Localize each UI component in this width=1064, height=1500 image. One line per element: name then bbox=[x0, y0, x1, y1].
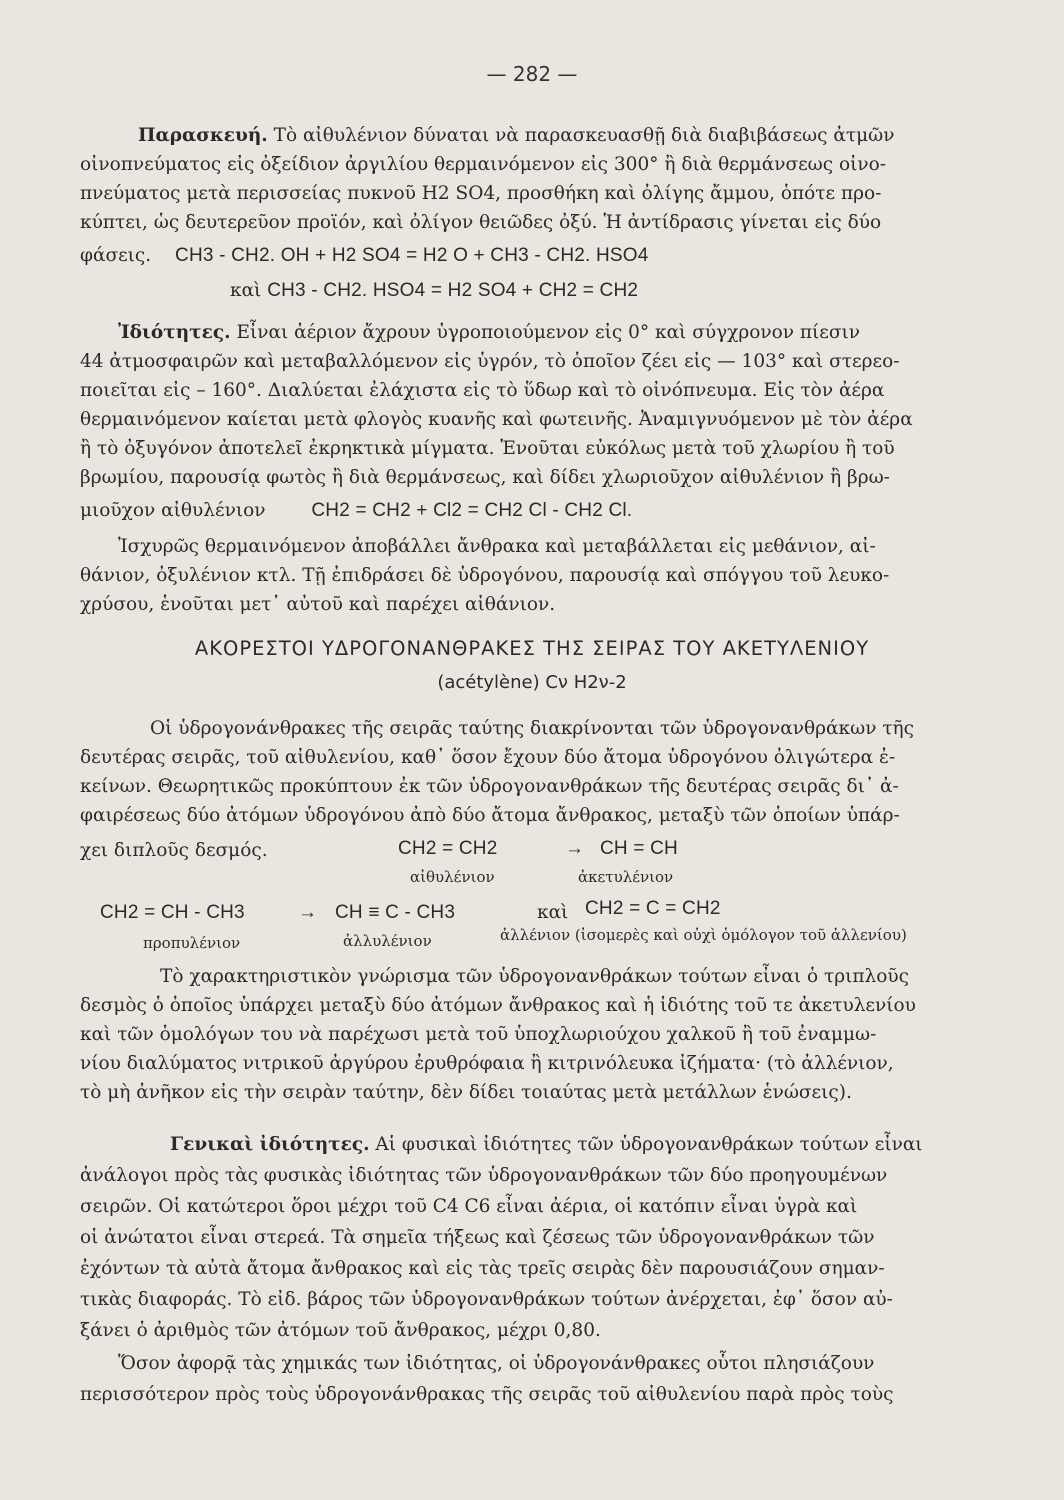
section-heading: ΑΚΟΡΕΣΤΟΙ ΥΔΡΟΓΟΝΑΝΘΡΑΚΕΣ ΤΗΣ ΣΕΙΡΑΣ ΤΟΥ ΑΚΕΤΥΛΕΝΙΟΥ bbox=[194, 637, 870, 660]
general-line-3: σειρῶν. Οἱ κατώτεροι ὅροι μέχρι τοῦ C4 C6 εἶναι ἀέρια, οἱ κατόπιν εἶναι ὑγρὰ καὶ bbox=[80, 1196, 858, 1217]
props-para2-line-3: χρύσου, ἑνοῦται μετ᾽ αὐτοῦ καὶ παρέχει αἰθάνιον. bbox=[80, 594, 556, 615]
props-line-6: βρωμίου, παρουσίᾳ φωτὸς ἢ διὰ θερμάνσεως, καὶ δίδει χλωριοῦχον αἰθυλένιον ἢ βρω- bbox=[80, 467, 890, 488]
prep-line-3: πνεύματος μετὰ περισσείας πυκνοῦ H2 SO4, προσθήκη καὶ ὀλίγης ἄμμου, ὁπότε προ- bbox=[80, 183, 882, 204]
props-line-5: ἢ τὸ ὀξυγόνον ἀποτελεῖ ἐκρηκτικὰ μίγματα. Ἑνοῦται εὐκόλως μετὰ τοῦ χλωρίου ἢ τοῦ bbox=[80, 438, 895, 459]
eq2-allylene: CH ≡ C - CH3 bbox=[335, 902, 456, 923]
general-line-2: ἀνάλογοι πρὸς τὰς φυσικὰς ἰδιότητας τῶν ὑδρογονανθράκων τῶν δύο προηγουμένων bbox=[80, 1165, 888, 1186]
section-line-3: κείνων. Θεωρητικῶς προκύπτουν ἐκ τῶν ὑδρογονανθράκων τῆς δευτέρας σειρᾶς δι᾽ ἀ- bbox=[80, 776, 899, 797]
props-line-3: ποιεῖται εἰς – 160°. Διαλύεται ἐλάχιστα εἰς τὸ ὕδωρ καὶ τὸ οἰνόπνευμα. Εἰς τὸν ἀέρα bbox=[80, 380, 885, 401]
section-subheading: (acétylène) Cν H2ν-2 bbox=[437, 672, 627, 693]
eq2-propylene-name: προπυλένιον bbox=[143, 934, 241, 952]
prep-formula-2: CH3 - CH2. HSO4 = H2 SO4 + CH2 = CH2 bbox=[267, 280, 639, 301]
page-number: — 282 — bbox=[486, 62, 578, 86]
prep-formula-2-line: καὶ CH3 - CH2. HSO4 = H2 SO4 + CH2 = CH2 bbox=[230, 280, 639, 301]
eq1-right: CH = CH bbox=[600, 838, 678, 859]
prep-line-1: Παρασκευή. Τὸ αἰθυλένιον δύναται νὰ παρασκευασθῇ διὰ διαβιβάσεως ἀτμῶν bbox=[138, 125, 895, 146]
section-para2-line-4: νίου διαλύματος νιτρικοῦ ἀργύρου ἐρυθρόφαια ἢ κιτρινόλευκα ἰζήματα· (τὸ ἀλλένιον, bbox=[80, 1053, 894, 1074]
props-label: Ἰδιότητες. bbox=[118, 322, 231, 343]
eq2-allene-name: ἀλλένιον (ἰσομερὲς καὶ οὐχὶ ὁμόλογον τοῦ ἀλλενίου) bbox=[500, 926, 907, 944]
props-para2-line-1: Ἰσχυρῶς θερμαινόμενον ἀποβάλλει ἄνθρακα καὶ μεταβάλλεται εἰς μεθάνιον, αἰ- bbox=[118, 536, 876, 557]
general-line-7: ξάνει ὁ ἀριθμὸς τῶν ἀτόμων τοῦ ἄνθρακος, μέχρι 0,80. bbox=[80, 1320, 601, 1341]
eq1-left-name: αἰθυλένιον bbox=[410, 868, 495, 886]
eq1-arrow: → bbox=[565, 838, 585, 859]
prep-line-4: κύπτει, ὡς δευτερεῦον προϊόν, καὶ ὀλίγον θειῶδες ὀξύ. Ἡ ἀντίδρασις γίνεται εἰς δύο bbox=[80, 212, 882, 233]
general-line-5: ἐχόντων τὰ αὐτὰ ἄτομα ἄνθρακος καὶ εἰς τὰς τρεῖς σειρὰς δὲν παρουσιάζουν σημαν- bbox=[80, 1258, 885, 1279]
prep-label: Παρασκευή. bbox=[138, 125, 268, 146]
general-para2-line-1: Ὅσον ἀφορᾷ τὰς χημικάς των ἰδιότητας, οἱ ὑδρογονάνθρακες οὗτοι πλησιάζουν bbox=[118, 1353, 875, 1374]
prep-line-5: φάσεις. CH3 - CH2. OH + H2 SO4 = H2 O + CH3 - CH2. HSO4 bbox=[80, 245, 649, 266]
eq2-allylene-name: ἀλλυλένιον bbox=[343, 932, 432, 950]
section-line-1: Οἱ ὑδρογονάνθρακες τῆς σειρᾶς ταύτης διακρίνονται τῶν ὑδρογονανθράκων τῆς bbox=[150, 718, 915, 739]
section-line-2: δευτέρας σειρᾶς, τοῦ αἰθυλενίου, καθ᾽ ὅσον ἔχουν δύο ἄτομα ὑδρογόνου ὀλιγώτερα ἐ- bbox=[80, 747, 896, 768]
eq2-propylene: CH2 = CH - CH3 bbox=[100, 902, 245, 923]
section-para2-line-1: Τὸ χαρακτηριστικὸν γνώρισμα τῶν ὑδρογονανθράκων τούτων εἶναι ὁ τριπλοῦς bbox=[160, 966, 910, 987]
props-line-2: 44 ἀτμοσφαιρῶν καὶ μεταβαλλόμενον εἰς ὑγρόν, τὸ ὁποῖον ζέει εἰς — 103° καὶ στερεο- bbox=[80, 351, 900, 372]
prep-formula-1: CH3 - CH2. OH + H2 SO4 = H2 O + CH3 - CH2. HSO4 bbox=[175, 245, 649, 266]
props-para2-line-2: θάνιον, ὀξυλένιον κτλ. Τῇ ἐπιδράσει δὲ ὑδρογόνου, παρουσίᾳ καὶ σπόγγου τοῦ λευκο- bbox=[80, 565, 890, 586]
section-line-5: χει διπλοῦς δεσμός. bbox=[80, 840, 268, 861]
section-line-4: φαιρέσεως δύο ἀτόμων ὑδρογόνου ἀπὸ δύο ἄτομα ἄνθρακος, μεταξὺ τῶν ὁποίων ὑπάρ- bbox=[80, 805, 900, 826]
props-line-1: Ἰδιότητες. Εἶναι ἀέριον ἄχρουν ὑγροποιούμενον εἰς 0° καὶ σύγχρονον πίεσιν bbox=[118, 322, 860, 343]
eq2-arrow: → bbox=[298, 902, 318, 923]
props-line-4: θερμαινόμενον καίεται μετὰ φλογὸς κυανῆς καὶ φωτεινῆς. Ἀναμιγνυόμενον μὲ τὸν ἀέρα bbox=[80, 409, 913, 430]
eq1-right-name: ἀκετυλένιον bbox=[578, 868, 674, 886]
general-line-1: Γενικαὶ ἰδιότητες. Αἱ φυσικαὶ ἰδιότητες τῶν ὑδρογονανθράκων τούτων εἶναι bbox=[170, 1134, 923, 1155]
section-para2-line-5: τὸ μὴ ἀνῆκον εἰς τὴν σειρὰν ταύτην, δὲν δίδει τοιαύτας μετὰ μετάλλων ἑνώσεις). bbox=[80, 1082, 852, 1103]
section-para2-line-2: δεσμὸς ὁ ὁποῖος ὑπάρχει μεταξὺ δύο ἀτόμων ἄνθρακος καὶ ἡ ἰδιότης τοῦ τε ἀκετυλενίου bbox=[80, 995, 916, 1016]
eq2-and: καὶ bbox=[537, 902, 569, 923]
eq1-left: CH2 = CH2 bbox=[398, 838, 498, 859]
general-line-6: τικὰς διαφοράς. Τὸ εἰδ. βάρος τῶν ὑδρογονανθράκων τούτων ἀνέρχεται, ἐφ᾽ ὅσον αὐ- bbox=[80, 1289, 893, 1310]
props-line-7: μιοῦχον αἰθυλένιον CH2 = CH2 + Cl2 = CH2 Cl - CH2 Cl. bbox=[80, 500, 633, 521]
section-para2-line-3: καὶ τῶν ὁμολόγων του νὰ παρέχωσι μετὰ τοῦ ὑποχλωριούχου χαλκοῦ ἢ τοῦ ἐναμμω- bbox=[80, 1024, 877, 1045]
prep-line-2: οἰνοπνεύματος εἰς ὀξείδιον ἀργιλίου θερμαινόμενον εἰς 300° ἢ διὰ θερμάνσεως οἰνο- bbox=[80, 154, 887, 175]
props-formula: CH2 = CH2 + Cl2 = CH2 Cl - CH2 Cl. bbox=[311, 500, 633, 521]
general-label: Γενικαὶ ἰδιότητες. bbox=[170, 1134, 370, 1155]
eq2-allene: CH2 = C = CH2 bbox=[585, 898, 721, 919]
general-line-4: οἱ ἀνώτατοι εἶναι στερεά. Τὰ σημεῖα τήξεως καὶ ζέσεως τῶν ὑδρογονανθράκων τῶν bbox=[80, 1227, 875, 1248]
general-para2-line-2: περισσότερον πρὸς τοὺς ὑδρογονάνθρακας τῆς σειρᾶς τοῦ αἰθυλενίου παρὰ πρὸς τοὺς bbox=[80, 1384, 894, 1405]
